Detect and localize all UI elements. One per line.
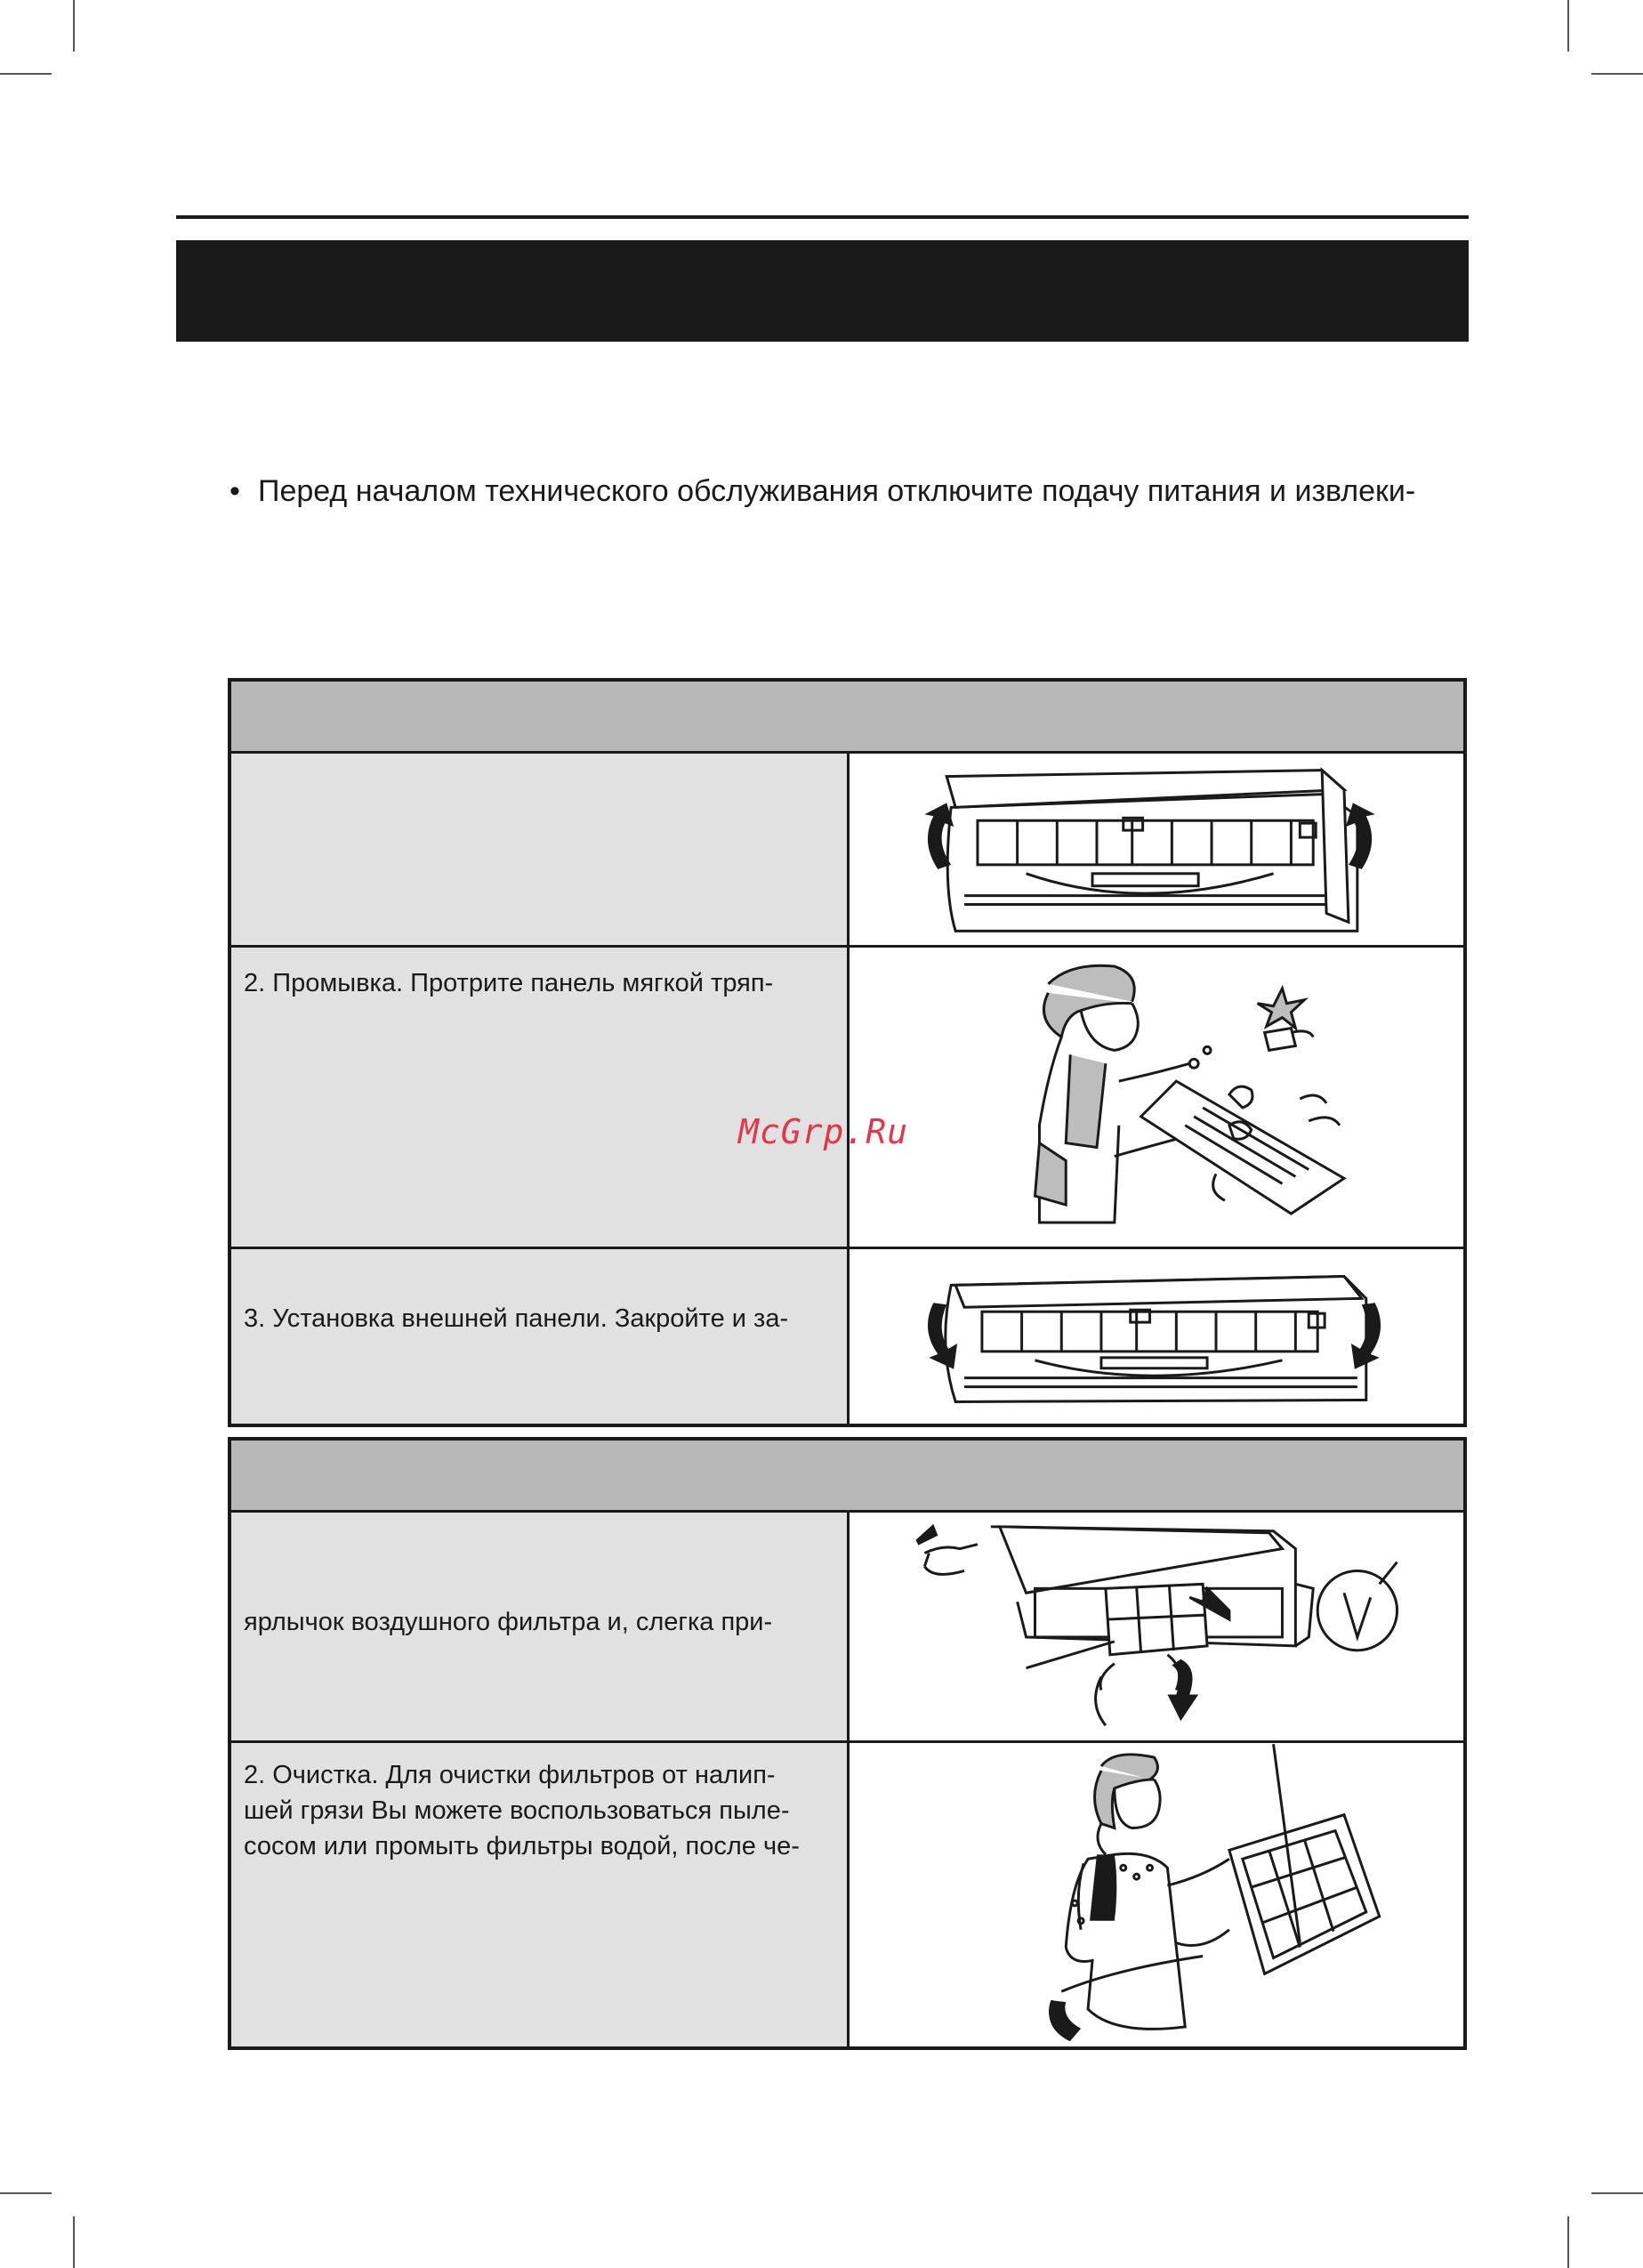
step-text (231, 754, 850, 945)
illustration-cell (850, 948, 1463, 1247)
table-row (231, 1249, 1463, 1424)
crop-mark (73, 2216, 75, 2268)
open-panel-illustration (850, 754, 1463, 945)
washing-panel-illustration (850, 948, 1463, 1247)
table-header (231, 1441, 1463, 1513)
crop-mark (73, 0, 75, 52)
bullet: • (230, 474, 240, 508)
table-row (231, 754, 1463, 948)
table-row (231, 948, 1463, 1249)
illustration-cell (850, 1513, 1463, 1740)
step-text: 2. Промывка. Протрите панель мягкой тряп- (231, 948, 850, 1247)
intro-note (230, 470, 1493, 513)
step-text: ярлычок воздушного фильтра и, слегка при- (231, 1513, 850, 1740)
section-title-bar (176, 240, 1469, 342)
table-row (231, 1743, 1463, 2046)
remove-filter-illustration (850, 1513, 1463, 1740)
crop-mark (0, 73, 52, 75)
step-text: 3. Установка внешней панели. Закройте и за- (231, 1249, 850, 1424)
cleaning-filter-illustration (850, 1743, 1463, 2046)
illustration-cell (850, 1743, 1463, 2046)
panel-cleaning-table (228, 678, 1467, 1427)
crop-mark (1567, 2216, 1569, 2268)
intro-text: Перед началом технического обслуживания отключите подачу питания и извлеки- (258, 474, 1416, 508)
step-text (231, 1743, 850, 2046)
close-panel-illustration (850, 1249, 1463, 1424)
table-row (231, 1513, 1463, 1743)
watermark: McGrp.Ru (738, 1112, 909, 1151)
crop-mark (1591, 2192, 1643, 2194)
top-rule (176, 215, 1469, 219)
illustration-cell (850, 754, 1463, 945)
filter-cleaning-table (228, 1437, 1467, 2050)
crop-mark (0, 2192, 52, 2194)
crop-mark (1591, 73, 1643, 75)
step-text-line: сосом или промыть фильтры водой, после че- (244, 1832, 800, 1860)
crop-mark (1567, 0, 1569, 52)
illustration-cell (850, 1249, 1463, 1424)
step-text-line: шей грязи Вы можете воспользоваться пыле- (244, 1796, 790, 1825)
step-text-line: 2. Очистка. Для очистки фильтров от налип- (244, 1761, 776, 1789)
table-header (231, 682, 1463, 754)
